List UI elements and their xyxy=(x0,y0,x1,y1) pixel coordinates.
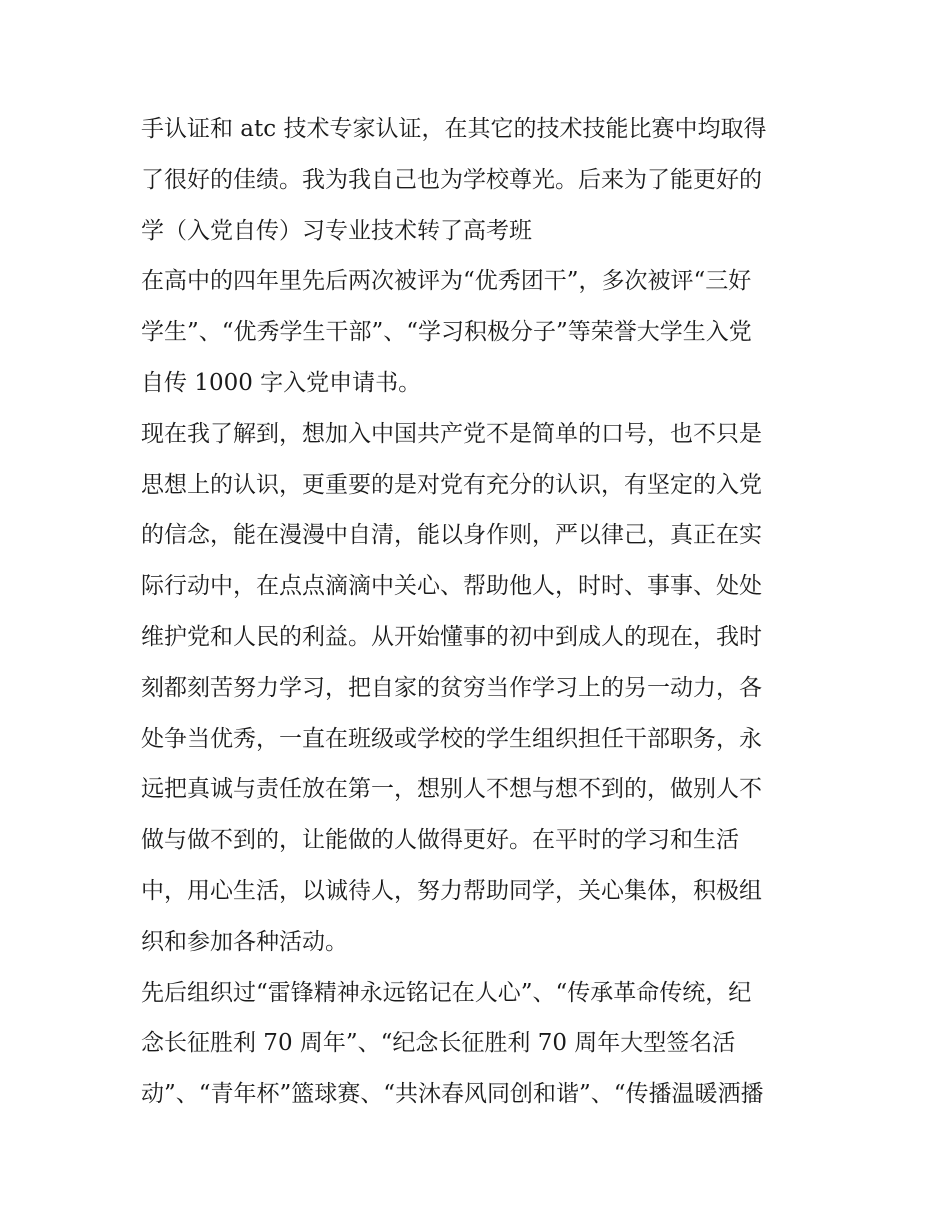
text-line: 刻都刻苦努力学习，把自家的贫穷当作学习上的另一动力，各 xyxy=(141,674,762,701)
text-line: 际行动中，在点点滴滴中关心、帮助他人，时时、事事、处处 xyxy=(141,573,762,600)
text-line: 学生”、“优秀学生干部”、“学习积极分子”等荣誉大学生入党 xyxy=(141,319,752,346)
body-text xyxy=(141,104,821,1120)
text-line: 维护党和人民的利益。从开始懂事的初中到成人的现在，我时 xyxy=(141,623,762,650)
text-line: 现在我了解到，想加入中国共产党不是简单的口号，也不只是 xyxy=(141,420,762,447)
text-line: 思想上的认识，更重要的是对党有充分的认识，有坚定的入党 xyxy=(141,471,762,498)
text-line: 先后组织过“雷锋精神永远铭记在人心”、“传承革命传统，纪 xyxy=(141,979,752,1006)
text-line: 做与做不到的，让能做的人做得更好。在平时的学习和生活 xyxy=(141,827,739,854)
text-line: 远把真诚与责任放在第一，想别人不想与想不到的，做别人不 xyxy=(141,776,762,803)
text-line: 念长征胜利 70 周年”、“纪念长征胜利 70 周年大型签名活 xyxy=(141,1030,736,1057)
text-line: 处争当优秀，一直在班级或学校的学生组织担任干部职务，永 xyxy=(141,725,762,752)
text-line: 中，用心生活，以诚待人，努力帮助同学，关心集体，积极组 xyxy=(141,877,762,904)
text-line: 了很好的佳绩。我为我自己也为学校尊光。后来为了能更好的 xyxy=(141,166,762,193)
text-line: 自传 1000 字入党申请书。 xyxy=(141,369,422,396)
text-line: 在高中的四年里先后两次被评为“优秀团干”，多次被评“三好 xyxy=(141,268,752,295)
text-line: 织和参加各种活动。 xyxy=(141,928,348,955)
text-line: 学（入党自传）习专业技术转了高考班 xyxy=(141,217,532,244)
text-line: 动”、“青年杯”篮球赛、“共沐春风同创和谐”、“传播温暖洒播 xyxy=(141,1081,764,1108)
text-line: 手认证和 atc 技术专家认证，在其它的技术技能比赛中均取得 xyxy=(141,116,767,142)
text-line: 的信念，能在漫漫中自清，能以身作则，严以律己，真正在实 xyxy=(141,522,762,549)
